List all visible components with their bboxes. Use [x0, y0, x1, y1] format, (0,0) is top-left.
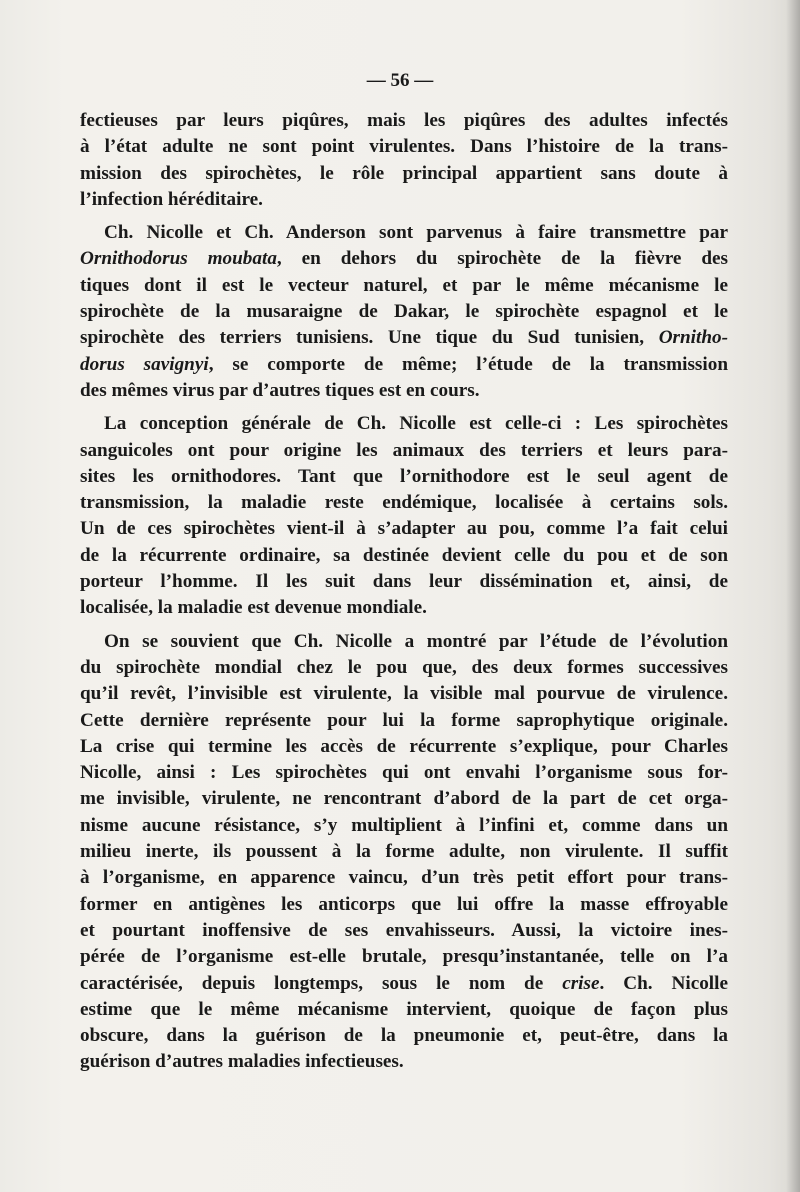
paragraph [80, 220, 728, 404]
text-run: guérison d’autres maladies infectieuses. [80, 1051, 404, 1073]
text-run: du spirochète mondial chez le pou que, des deux formes successives [80, 656, 728, 678]
text-run: à l’état adulte ne sont point virulentes. Dans l’histoire de la trans- [80, 136, 728, 158]
text-line [80, 944, 728, 970]
text-run: caractérisée, depuis longtemps, sous le nom de [80, 972, 563, 994]
text-line [80, 273, 728, 299]
text-line [80, 786, 728, 812]
text-line [80, 299, 728, 325]
paragraph [80, 411, 728, 621]
text-run: transmission, la maladie reste endémique, localisée à certains sols. [80, 492, 728, 514]
text-run: Ch. Nicolle et Ch. Anderson sont parvenus à faire transmettre par [104, 222, 728, 244]
paragraph [80, 108, 728, 213]
italic-term: crise [562, 972, 600, 994]
text-run: nisme aucune résistance, s’y multiplient à l’infini et, comme dans un [80, 814, 728, 836]
italic-term: Ornithodorus moubata [80, 248, 277, 270]
text-line [80, 108, 728, 134]
text-line [80, 352, 728, 378]
text-line [80, 378, 728, 404]
text-line [80, 708, 728, 734]
text-line [80, 490, 728, 516]
text-run: Nicolle, ainsi : Les spirochètes qui ont envahi l’organisme sous for- [80, 762, 728, 784]
text-line [80, 438, 728, 464]
text-run: pérée de l’organisme est-elle brutale, presqu’instantanée, telle on l’a [80, 946, 728, 968]
text-line [80, 971, 728, 997]
text-run: . Ch. Nicolle [599, 972, 728, 994]
italic-term: Ornitho- [658, 327, 728, 349]
text-run: fectieuses par leurs piqûres, mais les piqûres des adultes infectés [80, 110, 728, 131]
text-line [80, 760, 728, 786]
text-line [80, 892, 728, 918]
text-line [80, 813, 728, 839]
text-run: à l’organisme, en apparence vaincu, d’un très petit effort pour trans- [80, 867, 728, 889]
text-run: me invisible, virulente, ne rencontrant d’abord de la part de cet orga- [80, 788, 728, 810]
text-run: localisée, la maladie est devenue mondiale. [80, 597, 427, 619]
text-line [80, 839, 728, 865]
text-run: de la récurrente ordinaire, sa destinée devient celle du pou et de son [80, 544, 728, 566]
page-number: — 56 — [366, 70, 434, 91]
text-line [80, 595, 728, 621]
text-line [80, 681, 728, 707]
text-run: Un de ces spirochètes vient-il à s’adapter au pou, comme l’a fait celui [80, 518, 728, 540]
text-line [80, 220, 728, 246]
text-run: l’infection héréditaire. [80, 188, 263, 210]
paragraph-gap [80, 622, 728, 629]
text-line [80, 516, 728, 542]
text-line [80, 734, 728, 760]
text-run: qu’il revêt, l’invisible est virulente, la visible mal pourvue de virulence. [80, 683, 728, 705]
text-run: , en dehors du spirochète de la fièvre des [276, 248, 728, 270]
text-run: On se souvient que Ch. Nicolle a montré par l’étude de l’évolution [104, 630, 728, 652]
text-line [80, 655, 728, 681]
text-line [80, 865, 728, 891]
page-edge-shadow [786, 0, 800, 1192]
paragraph-gap [80, 404, 728, 411]
text-line [80, 918, 728, 944]
body-text [80, 108, 728, 1076]
text-run: former en antigènes les anticorps que lui offre la masse effroyable [80, 893, 728, 915]
text-line [80, 246, 728, 272]
text-run: milieu inerte, ils poussent à la forme adulte, non virulente. Il suffit [80, 841, 728, 863]
text-line [80, 543, 728, 569]
paragraph [80, 629, 728, 1076]
text-run: estime que le même mécanisme intervient, quoique de façon plus [80, 998, 728, 1020]
text-run: des mêmes virus par d’autres tiques est en cours. [80, 379, 480, 401]
text-run: spirochète des terriers tunisiens. Une tique du Sud tunisien, [80, 327, 659, 349]
text-run: sanguicoles ont pour origine les animaux des terriers et leurs para- [80, 439, 728, 461]
text-run: mission des spirochètes, le rôle principal appartient sans doute à [80, 162, 728, 184]
text-run: La conception générale de Ch. Nicolle est celle-ci : Les spirochètes [104, 413, 728, 435]
text-line [80, 187, 728, 213]
text-run: La crise qui termine les accès de récurrente s’explique, pour Charles [80, 735, 728, 757]
text-line [80, 161, 728, 187]
text-run: et pourtant inoffensive de ses envahisseurs. Aussi, la victoire ines- [80, 919, 728, 941]
text-line [80, 1023, 728, 1049]
text-run: Cette dernière représente pour lui la forme saprophytique originale. [80, 709, 728, 731]
text-line [80, 325, 728, 351]
text-line [80, 411, 728, 437]
text-run: obscure, dans la guérison de la pneumonie et, peut-être, dans la [80, 1025, 728, 1047]
paragraph-gap [80, 213, 728, 220]
text-line [80, 569, 728, 595]
text-run: , se comporte de même; l’étude de la transmission [208, 353, 728, 375]
text-line [80, 997, 728, 1023]
text-line [80, 629, 728, 655]
text-run: porteur l’homme. Il les suit dans leur dissémination et, ainsi, de [80, 571, 728, 593]
text-run: sites les ornithodores. Tant que l’ornithodore est le seul agent de [80, 465, 728, 487]
text-line [80, 1049, 728, 1075]
text-run: tiques dont il est le vecteur naturel, et par le même mécanisme le [80, 274, 728, 296]
italic-term: dorus savignyi [80, 353, 209, 375]
text-line [80, 464, 728, 490]
text-run: spirochète de la musaraigne de Dakar, le spirochète espagnol et le [80, 301, 728, 323]
text-line [80, 134, 728, 160]
